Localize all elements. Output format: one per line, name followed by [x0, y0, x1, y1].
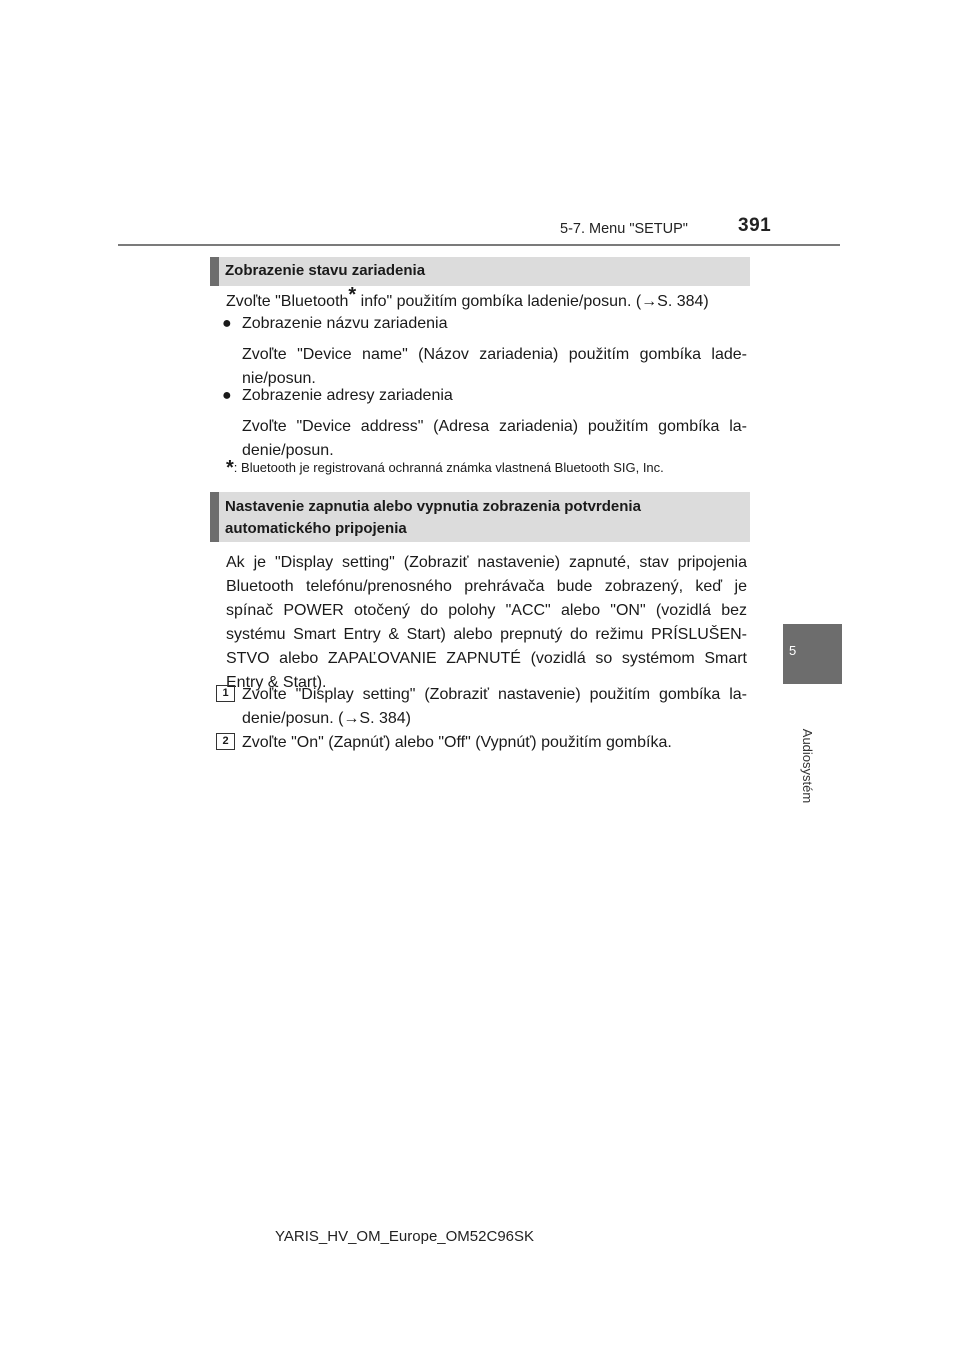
step-number-1: 1 [216, 685, 235, 702]
asterisk-mark: * [226, 457, 234, 479]
step1-text-b: S. 384) [359, 710, 411, 727]
chapter-label: Audiosystém [800, 728, 815, 804]
footnote-text: : Bluetooth je registrovaná ochranná známka vlastnená Bluetooth SIG, Inc. [233, 460, 664, 475]
header-divider [118, 244, 840, 246]
section-title-text: Zobrazenie stavu zariadenia [225, 262, 426, 279]
description-paragraph: Ak je "Display setting" (Zobraziť nastavenie) zapnuté, stav pripojenia Bluetooth telefónu/prenosného prehrávača bude zobrazený, keď je spínač POWER otočený do polohy "ACC" alebo "ON" (vozidlá bez systému Smart Entry & Start) alebo prepnutý do režimu PRÍSLUŠEN-STVO alebo ZAPAĽOVANIE ZAPNUTÉ (vozidlá so systémom Smart Entry & Start). [226, 554, 747, 691]
bullet2-title: Zobrazenie adresy zariadenia [242, 387, 453, 404]
bullet-icon: ● [222, 315, 232, 332]
chapter-number: 5 [789, 643, 797, 658]
bullet1-text: Zvoľte "Device name" (Názov zariadenia) použitím gombíka lade-nie/posun. [242, 346, 747, 387]
arrow-icon: → [343, 710, 360, 727]
footnote [226, 457, 766, 480]
section-title-device-status [210, 257, 750, 286]
step-number-2: 2 [216, 733, 235, 750]
step2-text: Zvoľte "On" (Zapnúť) alebo "Off" (Vypnúť) použitím gombíka. [242, 734, 672, 751]
arrow-icon: → [641, 293, 658, 310]
intro-text-b: info" použitím gombíka ladenie/posun. ( [356, 293, 642, 310]
page-number: 391 [738, 215, 772, 236]
section-header: 5-7. Menu "SETUP" [560, 221, 688, 237]
bullet1-title: Zobrazenie názvu zariadenia [242, 315, 448, 332]
intro-paragraph [226, 284, 746, 314]
bullet-icon: ● [222, 387, 232, 404]
intro-text-c: S. 384) [657, 293, 709, 310]
intro-text-a: Zvoľte "Bluetooth [226, 293, 349, 310]
step1-text-a: Zvoľte "Display setting" (Zobraziť nastavenie) použitím gombíka la-denie/posun. ( [242, 686, 747, 727]
section-title-line2: automatického pripojenia [225, 520, 407, 537]
bullet2-text: Zvoľte "Device address" (Adresa zariadenia) použitím gombíka la-denie/posun. [242, 418, 747, 459]
document-code: YARIS_HV_OM_Europe_OM52C96SK [275, 1228, 535, 1245]
section-title-autoconnect-display [210, 492, 750, 542]
step1-text [242, 683, 747, 731]
section-title-line1: Nastavenie zapnutia alebo vypnutia zobrazenia potvrdenia [225, 498, 641, 515]
asterisk-mark: * [348, 284, 357, 306]
